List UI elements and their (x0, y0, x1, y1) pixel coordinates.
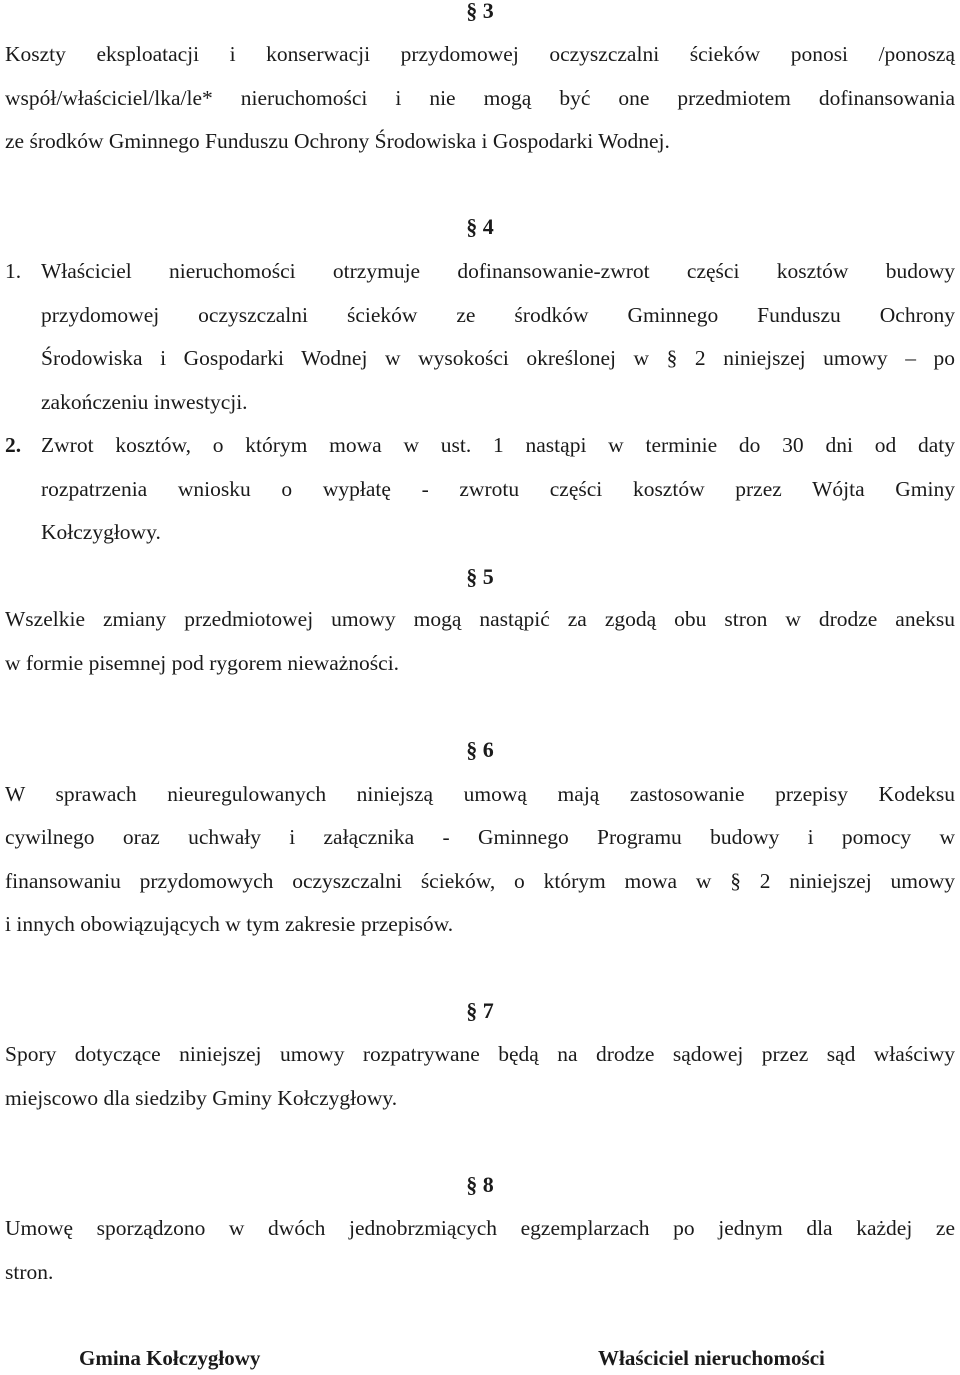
section-5-line-1: Wszelkie zmiany przedmiotowej umowy mogą nastąpić za zgodą obu stron w drodze aneksu (5, 607, 955, 631)
section-4-item-2-line-1: Zwrot kosztów, o którym mowa w ust. 1 nastąpi w terminie do 30 dni od daty (41, 433, 955, 457)
section-6-line-1: W sprawach nieuregulowanych niniejszą umową mają zastosowanie przepisy Kodeksu (5, 782, 955, 806)
section-7-line-2: miejscowo dla siedziby Gminy Kołczygłowy. (5, 1086, 398, 1110)
section-6-heading: § 6 (466, 737, 494, 762)
signature-label-municipality: Gmina Kołczygłowy (79, 1346, 261, 1370)
section-3-line-2: współ/właściciel/lka/le* nieruchomości i nie mogą być one przedmiotem dofinansowania (5, 86, 955, 110)
section-5-line-2: w formie pisemnej pod rygorem nieważności. (5, 651, 400, 675)
section-6-line-4: i innych obowiązujących w tym zakresie przepisów. (5, 912, 454, 936)
section-6-line-3: finansowaniu przydomowych oczyszczalni ścieków, o którym mowa w § 2 niniejszej umowy (5, 869, 955, 893)
signature-label-owner: Właściciel nieruchomości (598, 1346, 825, 1370)
section-5-heading: § 5 (466, 564, 494, 589)
section-6-line-2: cywilnego oraz uchwały i załącznika - Gminnego Programu budowy i pomocy w (5, 825, 955, 849)
section-8-line-2: stron. (5, 1260, 54, 1284)
section-8-line-1: Umowę sporządzono w dwóch jednobrzmiących egzemplarzach po jednym dla każdej ze (5, 1216, 955, 1240)
section-4-item-1-line-1: Właściciel nieruchomości otrzymuje dofinansowanie-zwrot części kosztów budowy (41, 259, 955, 283)
section-3-line-1: Koszty eksploatacji i konserwacji przydomowej oczyszczalni ścieków ponosi /ponoszą (5, 42, 955, 66)
section-3-line-3: ze środków Gminnego Funduszu Ochrony Środowiska i Gospodarki Wodnej. (5, 129, 670, 153)
section-4-heading: § 4 (466, 214, 494, 239)
section-7-heading: § 7 (466, 998, 494, 1023)
section-8-heading: § 8 (466, 1172, 494, 1197)
section-4-item-2-line-2: rozpatrzenia wniosku o wypłatę - zwrotu części kosztów przez Wójta Gminy (41, 477, 955, 501)
section-7-line-1: Spory dotyczące niniejszej umowy rozpatrywane będą na drodze sądowej przez sąd właściwy (5, 1042, 955, 1066)
section-3-heading: § 3 (466, 0, 494, 23)
section-4-item-2-line-3: Kołczygłowy. (41, 520, 161, 544)
section-4-item-1-line-4: zakończeniu inwestycji. (41, 390, 248, 414)
section-4-item-1-line-2: przydomowej oczyszczalni ścieków ze środków Gminnego Funduszu Ochrony (41, 303, 955, 327)
section-4-item-1-line-3: Środowiska i Gospodarki Wodnej w wysokości określonej w § 2 niniejszej umowy – po (41, 346, 955, 370)
section-4-item-2-number: 2. (5, 433, 22, 457)
section-4-item-1-number: 1. (5, 259, 22, 283)
